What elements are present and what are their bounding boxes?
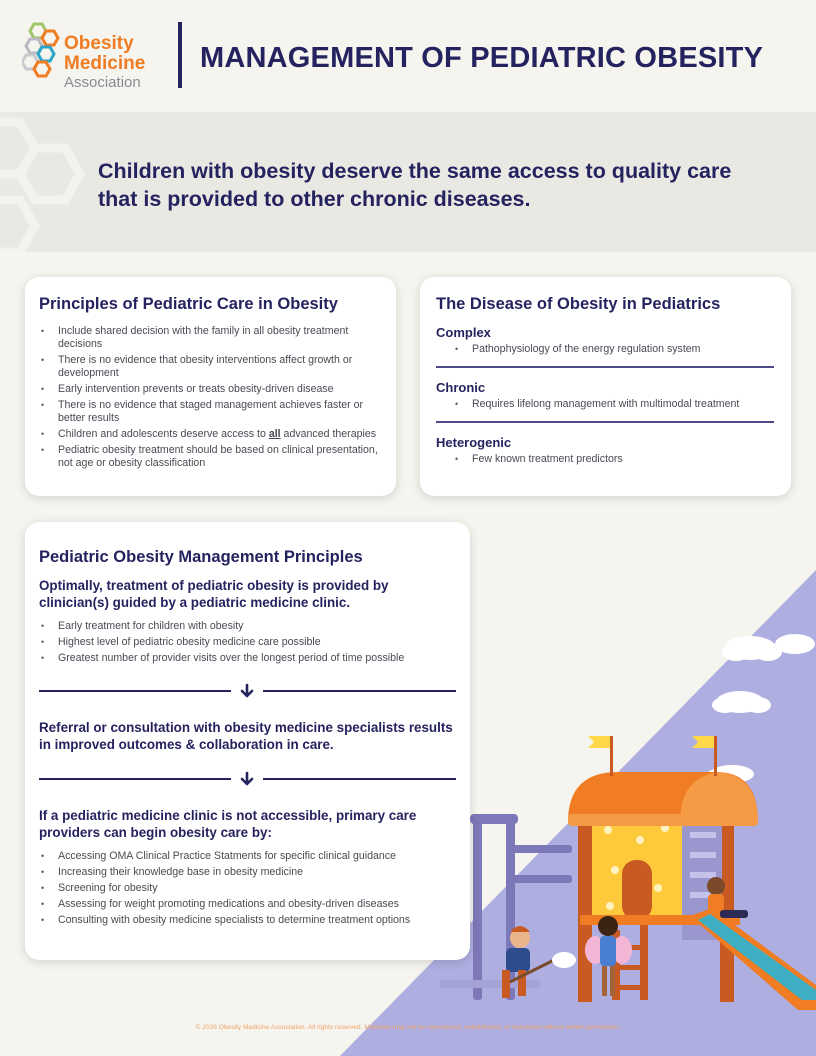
list-item: • Pediatric obesity treatment should be based on clinical presentation, not age or obesity classification [39, 444, 382, 470]
lead-statement-referral: Referral or consultation with obesity medicine specialists results in improved outcomes & collaboration in care. [39, 720, 453, 752]
list-item: • Screening for obesity [39, 882, 456, 895]
section-heading-complex: Complex [436, 325, 491, 340]
principles-title: Principles of Pediatric Care in Obesity [39, 295, 338, 313]
header [0, 0, 816, 112]
list-item: • Greatest number of provider visits over the longest period of time possible [39, 652, 456, 665]
principles-list [39, 325, 382, 470]
hexagon-pattern-icon [0, 112, 100, 252]
cloud-icon [775, 634, 815, 654]
separator-line [263, 690, 456, 692]
primary-care-list [39, 850, 456, 927]
oma-logo[interactable] [22, 22, 172, 92]
list-item: • Pathophysiology of the energy regulation system [436, 343, 775, 356]
arrow-down-icon [239, 771, 255, 787]
heterogenic-list [436, 453, 775, 466]
list-item-text: advanced therapies [280, 428, 377, 440]
copyright-footer: © 2026 Obesity Medicine Association. All rights reserved. Materials may not be reproduced, redistributed, or translated without written permission. [195, 1024, 621, 1031]
principles-card [25, 277, 396, 496]
flow-separator [39, 683, 456, 699]
list-item: • There is no evidence that staged management achieves faster or better results [39, 399, 382, 425]
chronic-list [436, 398, 775, 411]
separator-line [39, 690, 231, 692]
logo-line-3: Association [64, 74, 141, 91]
list-item: • Requires lifelong management with multimodal treatment [436, 398, 775, 411]
lead-statement-optimal: Optimally, treatment of pediatric obesity is provided by clinician(s) guided by a pediatric medicine clinic. [39, 578, 389, 610]
logo-wordmark [64, 34, 145, 92]
list-item: • Few known treatment predictors [436, 453, 775, 466]
disease-card [420, 277, 791, 496]
list-item: • Include shared decision with the family in all obesity treatment decisions [39, 325, 382, 351]
list-item: • Accessing OMA Clinical Practice Statments for specific clinical guidance [39, 850, 456, 863]
disease-title: The Disease of Obesity in Pediatrics [436, 295, 721, 313]
optimal-care-list [39, 620, 456, 665]
list-item: • There is no evidence that obesity interventions affect growth or development [39, 354, 382, 380]
emphasis-all: all [268, 428, 281, 440]
arrow-down-icon [239, 683, 255, 699]
list-item: • Highest level of pediatric obesity medicine care possible [39, 636, 456, 649]
section-heading-heterogenic: Heterogenic [436, 435, 512, 450]
list-item: • Increasing their knowledge base in obesity medicine [39, 866, 456, 879]
section-heading-chronic: Chronic [436, 380, 486, 395]
management-title: Pediatric Obesity Management Principles [39, 548, 363, 566]
section-divider [436, 366, 774, 368]
list-item: • Consulting with obesity medicine specialists to determine treatment options [39, 914, 456, 927]
banner-statement: Children with obesity deserve the same access to quality care that is provided to other chronic diseases. [98, 159, 732, 211]
logo-line-2: Medicine [64, 53, 146, 74]
lead-statement-primary-care: If a pediatric medicine clinic is not accessible, primary care providers can begin obesity care by: [39, 808, 417, 840]
list-item [39, 428, 382, 441]
quote-banner [0, 112, 816, 252]
separator-line [39, 778, 231, 780]
page-title: MANAGEMENT OF PEDIATRIC OBESITY [200, 42, 764, 74]
separator-line [263, 778, 456, 780]
list-item: • Early treatment for children with obesity [39, 620, 456, 633]
complex-list [436, 343, 775, 356]
flag-icon [588, 736, 613, 776]
section-divider [436, 421, 774, 423]
header-divider [178, 22, 182, 88]
list-item: • Early intervention prevents or treats obesity-driven disease [39, 383, 382, 396]
flow-separator [39, 771, 456, 787]
list-item-text: Children and adolescents deserve access to [58, 428, 269, 440]
hexagon-logo-icon [22, 22, 62, 78]
list-item: • Assessing for weight promoting medications and obesity-driven diseases [39, 898, 456, 911]
logo-line-1: Obesity [64, 33, 134, 54]
management-card [25, 522, 470, 960]
